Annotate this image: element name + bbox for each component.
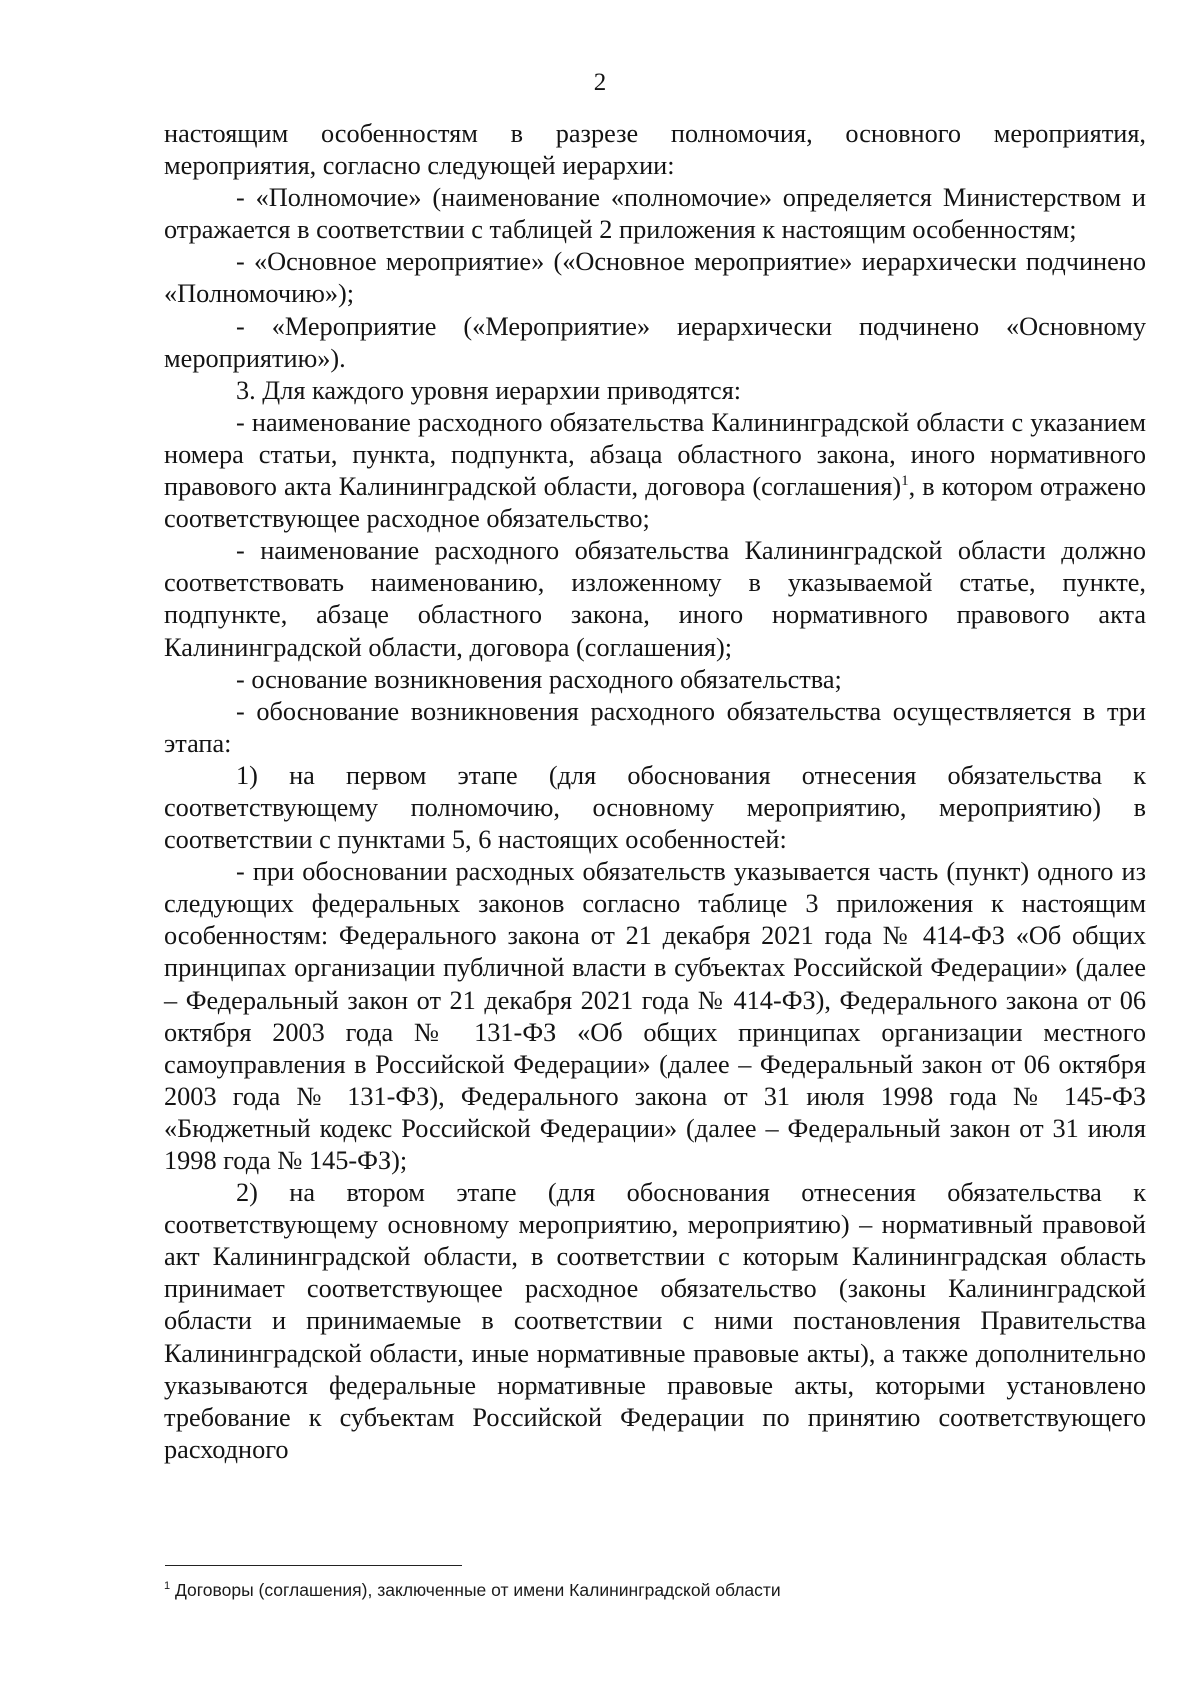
paragraph-justification-stages: - обоснование возникновения расходного обязательства осуществляется в три этапа: <box>164 696 1146 758</box>
paragraph-obligation-name-text: - наименование расходного обязательства Калининградской области с указанием номера статьи, пункта, подпункта, абзаца областного закона, иного нормативного правового акта Калининградской области, договора (соглашения) <box>164 407 1146 502</box>
paragraph-activity-level: - «Мероприятие («Мероприятие» иерархически подчинено «Основному мероприятию»). <box>164 311 1146 373</box>
paragraph-name-correspondence: - наименование расходного обязательства Калининградской области должно соответствовать наименованию, изложенному в указываемой статье, пункте, подпункте, абзаце областного закона, иного нормативного правового акта Калининградской области, договора (соглашения); <box>164 536 1146 662</box>
paragraph-basis: - основание возникновения расходного обязательства; <box>236 664 842 694</box>
paragraph-obligation-name-tail: , в котором отражено соответствующее расходное обязательство; <box>164 472 1147 534</box>
footnote-text: Договоры (соглашения), заключенные от имени Калининградской области <box>175 1580 781 1600</box>
footnote-separator <box>165 1565 462 1566</box>
paragraph-hierarchy-intro: настоящим особенностям в разрезе полномочия, основного мероприятия, мероприятия, согласно следующей иерархии: <box>164 119 1146 181</box>
page-number: 2 <box>593 69 607 96</box>
paragraph-authority-level: - «Полномочие» (наименование «полномочие» определяется Министерством и отражается в соответствии с таблицей 2 приложения к настоящим особенностям; <box>164 183 1146 245</box>
paragraph-obligation-name <box>164 407 1146 535</box>
paragraph-item-3: 3. Для каждого уровня иерархии приводятся: <box>236 375 742 405</box>
paragraph-federal-laws: - при обосновании расходных обязательств указывается часть (пункт) одного из следующих федеральных законов согласно таблице 3 приложения к настоящим особенностям: Федерального закона от 21 декабря 2021 года № 414-ФЗ «Об общих принципах организации публичной власти в субъектах Российской Федерации» (далее – Федеральный закон от 21 декабря 2021 года № 414-ФЗ), Федерального закона от 06 октября 2003 года № 131-ФЗ «Об общих принципах организации местного самоуправления в Российской Федерации» (далее – Федеральный закон от 06 октября 2003 года № 131-ФЗ), Федерального закона от 31 июля 1998 года № 145-ФЗ «Бюджетный кодекс Российской Федерации» (далее – Федеральный закон от 31 июля 1998 года № 145-ФЗ); <box>164 857 1146 1175</box>
paragraph-main-activity-level: - «Основное мероприятие» («Основное мероприятие» иерархически подчинено «Полномочию»); <box>164 247 1146 309</box>
footnote-marker: 1 <box>164 1580 171 1593</box>
paragraph-stage-1: 1) на первом этапе (для обоснования отнесения обязательства к соответствующему полномочию, основному мероприятию, мероприятию) в соответствии с пунктами 5, 6 настоящих особенностей: <box>164 760 1146 855</box>
document-body <box>164 118 1146 1466</box>
footnote <box>164 1579 1146 1601</box>
footnote-reference: 1 <box>901 473 909 490</box>
paragraph-stage-2: 2) на втором этапе (для обоснования отнесения обязательства к соответствующему основному мероприятию, мероприятию) – нормативный правовой акт Калининградской области, в соответствии с которым Калининградская область принимает соответствующее расходное обязательство (законы Калининградской области и принимаемые в соответствии с ними постановления Правительства Калининградской области, иные нормативные правовые акты), а также дополнительно указываются федеральные нормативные правовые акты, которыми установлено требование к субъектам Российской Федерации по принятию соответствующего расходного <box>164 1178 1146 1464</box>
